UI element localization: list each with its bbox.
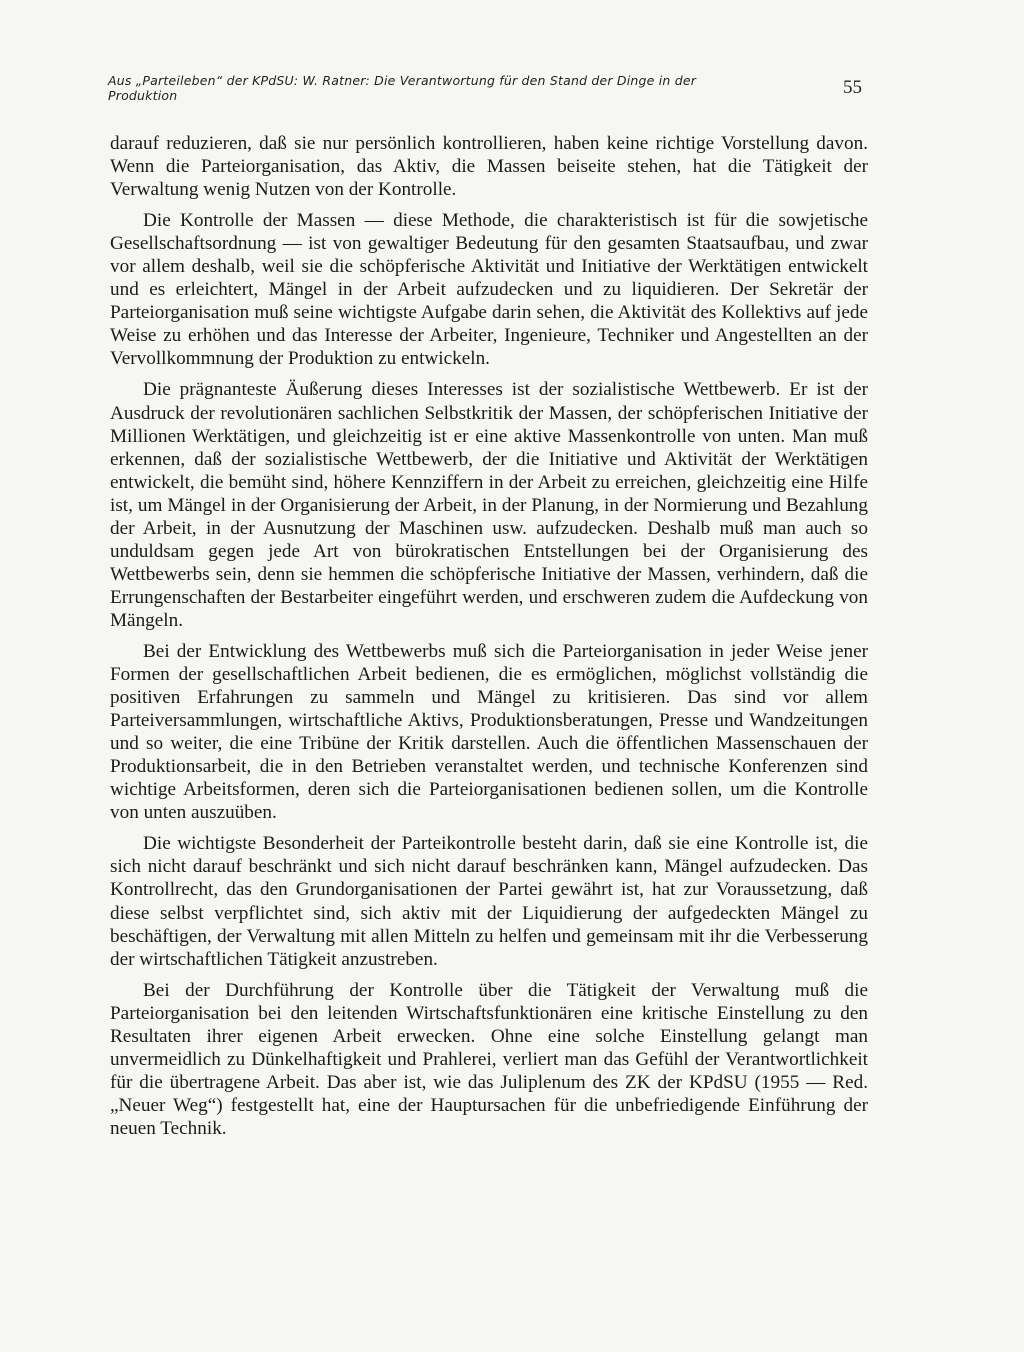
running-head: Aus „Parteileben“ der KPdSU: W. Ratner: Die Verantwortung für den Stand der Dinge in der Produktion (108, 73, 697, 103)
paragraph-4: Bei der Entwicklung des Wettbewerbs muß sich die Parteiorganisation in jeder Weise jener Formen der gesellschaftlichen Arbeit bedienen, die es ermöglichen, möglichst vollständig die positiven Erfahrungen zu sammeln und Mängel zu kritisieren. Das sind vor allem Parteiversammlungen, wirtschaftliche Aktivs, Produktionsberatungen, Presse und Wandzeitungen und so weiter, die eine Tribüne der Kritik darstellen. Auch die öffentlichen Massenschauen der Produktionsarbeit, die in den Betrieben veranstaltet werden, und technische Konferenzen sind wichtige Arbeitsformen, deren sich die Parteiorganisationen bedienen sollen, um die Kontrolle von unten auszuüben. (110, 640, 868, 824)
page-number: 55 (843, 77, 862, 98)
paragraph-1: darauf reduzieren, daß sie nur persönlich kontrollieren, haben keine richtige Vorstellung davon. Wenn die Parteiorganisation, das Aktiv, die Massen beiseite stehen, hat die Tätigkeit der Verwaltung wenig Nutzen von der Kontrolle. (110, 133, 868, 201)
paragraph-5: Die wichtigste Besonderheit der Parteikontrolle besteht darin, daß sie eine Kontrolle ist, die sich nicht darauf beschränkt und sich nicht darauf beschränken kann, Mängel aufzudecken. Das Kontrollrecht, das den Grundorganisationen der Partei gewährt ist, hat zur Voraussetzung, daß diese selbst verpflichtet sind, sich aktiv mit der Liquidierung der aufgedeckten Mängel zu beschäftigen, der Verwaltung mit allen Mitteln zu helfen und gemeinsam mit ihr die Verbesserung der wirtschaftlichen Tätigkeit anzustreben. (110, 833, 868, 970)
paragraph-3: Die prägnanteste Äußerung dieses Interesses ist der sozialistische Wettbewerb. Er ist der Ausdruck der revolutionären sachlichen Selbstkritik der Massen, der schöpferischen Initiative der Millionen Werktätigen, und gleichzeitig ist er eine aktive Massenkontrolle von unten. Man muß erkennen, daß der sozialistische Wettbewerb, der die Initiative und Aktivität der Werktätigen entwickelt, die bemüht sind, höhere Kennziffern in der Arbeit zu erreichen, gleichzeitig eine Hilfe ist, um Mängel in der Organisierung der Arbeit, in der Planung, in der Normierung und Bezahlung der Arbeit, in der Ausnutzung der Maschinen usw. aufzudecken. Deshalb muß man auch so unduldsam gegen jede Art von bürokratischen Entstellungen bei der Organisierung des Wettbewerbs sein, denn sie hemmen die schöpferische Initiative der Massen, verhindern, daß die Errungenschaften der Bestarbeiter eingeführt werden, und erschweren zudem die Aufdeckung von Mängeln. (110, 379, 868, 631)
paragraph-6: Bei der Durchführung der Kontrolle über die Tätigkeit der Verwaltung muß die Parteiorganisation bei den leitenden Wirtschaftsfunktionären eine kritische Einstellung zu den Resultaten ihrer eigenen Arbeit erwecken. Ohne eine solche Einstellung gelangt man unvermeidlich zu Dünkelhaftigkeit und Prahlerei, verliert man das Gefühl der Verantwortlichkeit für die übertragene Arbeit. Das aber ist, wie das Juliplenum des ZK der KPdSU (1955 — Red. „Neuer Weg“) festgestellt hat, eine der Hauptursachen für die unbefriedigende Einführung der neuen Technik. (110, 979, 868, 1139)
body-text (110, 132, 868, 1140)
paragraph-2: Die Kontrolle der Massen — diese Methode, die charakteristisch ist für die sowjetische Gesellschaftsordnung — ist von gewaltiger Bedeutung für den gesamten Staatsaufbau, und zwar vor allem deshalb, weil sie die schöpferische Aktivität und Initiative der Werktätigen entwickelt und es erleichtert, Mängel in der Arbeit aufzudecken und zu liquidieren. Der Sekretär der Parteiorganisation muß seine wichtigste Aufgabe darin sehen, die Aktivität des Kollektivs auf jede Weise zu erhöhen und das Interesse der Arbeiter, Ingenieure, Techniker und Angestellten an der Vervollkommnung der Produktion zu entwickeln. (110, 210, 868, 370)
